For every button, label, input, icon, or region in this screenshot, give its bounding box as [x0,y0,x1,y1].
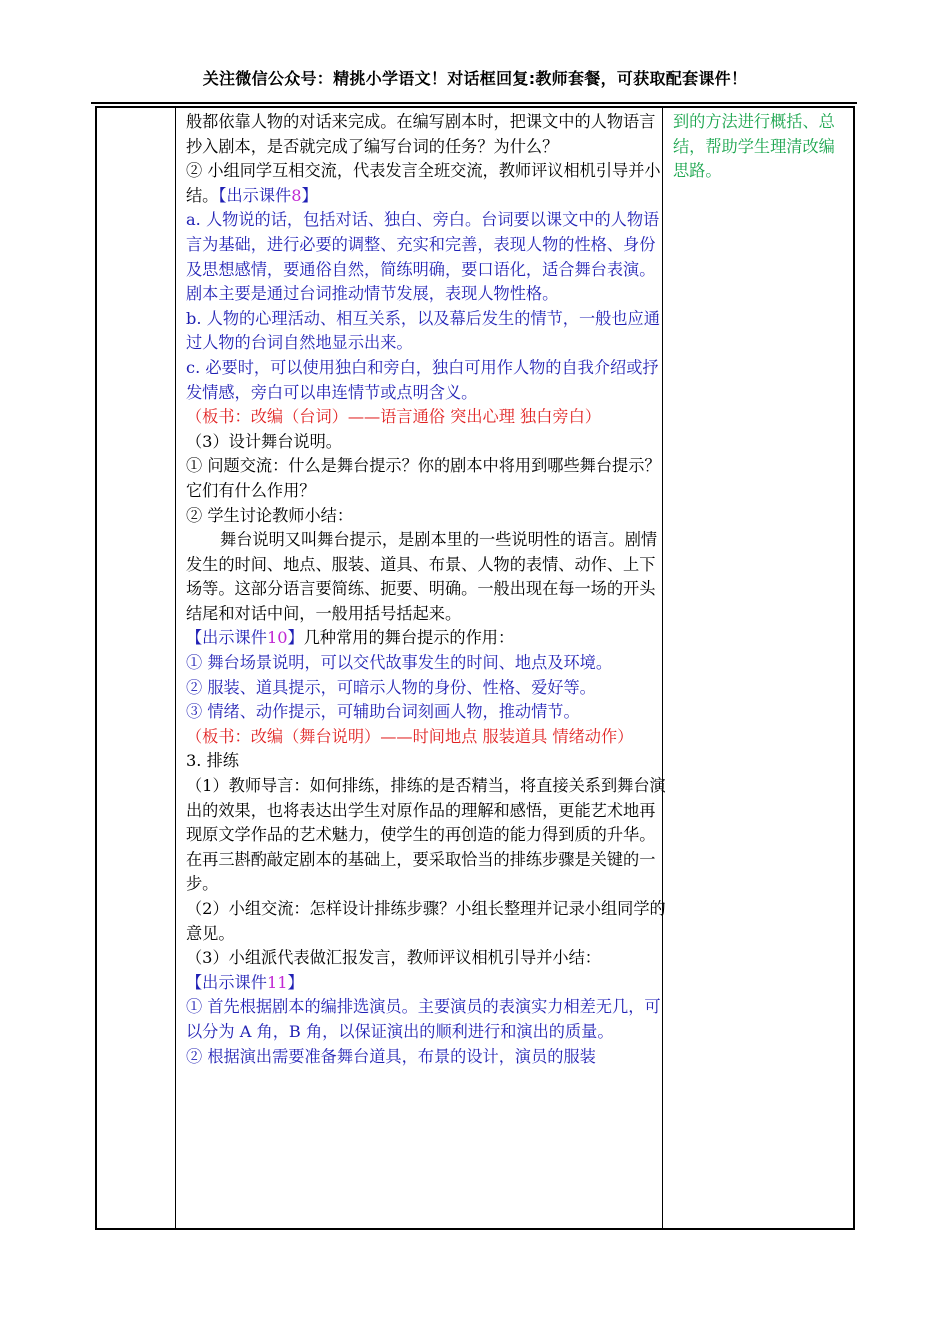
step-3-heading: （3）设计舞台说明。 [186,431,342,451]
lesson-table [95,106,855,1230]
courseware-tag-close: 】 [287,628,304,648]
page-header: 关注微信公众号：精挑小学语文！对话框回复:教师套餐，可获取配套课件！ [202,69,748,88]
rehearsal-heading: 3. 排练 [186,751,239,771]
courseware-tag-open: 【出示课件 [218,185,292,205]
rehearsal-step-2: ② 根据演出需要准备舞台道具，布景的设计，演员的服装 [186,1046,596,1066]
courseware-tag-open: 【出示课件 [186,972,267,992]
design-intent-cell [673,110,851,184]
question-stage-hints: ① 问题交流：什么是舞台提示？你的剧本中将用到哪些舞台提示？它们有什么作用？ [186,456,661,500]
courseware-10-line [186,626,666,651]
design-intent-note: 到的方法进行概括、总结，帮助学生理清改编思路。 [673,112,835,181]
point-a: a. 人物说的话，包括对话、独白、旁白。台词要以课文中的人物语言为基础，进行必要的调整、充实和完善，表现人物的性格、身份及思想感情，要通俗自然，简练明确，要口语化，适合舞台表演。剧本主要是通过台词推动情节发展，表现人物性格。 [186,210,660,304]
courseware-10-text: 几种常用的舞台提示的作用： [303,628,515,648]
discussion-summary-heading: ② 学生讨论教师小结： [186,505,354,525]
board-note-dialogue: （板书：改编（台词）——语言通俗 突出心理 独白旁白） [186,407,601,427]
point-b: b. 人物的心理活动、相互关系，以及幕后发生的情节，一般也应通过人物的台词自然地显示出来。 [186,308,660,353]
stage-hint-3: ③ 情绪、动作提示，可辅助台词刻画人物，推动情节。 [186,702,580,722]
courseware-11-line [186,971,666,996]
courseware-tag-close: 】 [301,185,318,205]
question-text: 般都依靠人物的对话来完成。在编写剧本时，把课文中的人物语言抄入剧本，是否就完成了编写台词的任务？为什么？ [186,112,656,156]
courseware-tag-open: 【出示课件 [186,628,267,648]
rehearsal-group-exchange: （2）小组交流：怎样设计排练步骤？小组长整理并记录小组同学的意见。 [186,899,666,943]
rehearsal-step-1: ① 首先根据剧本的编排选演员。主要演员的表演实力相差无几，可以分为 A 角，B 角，以保证演出的顺利进行和演出的质量。 [186,997,661,1041]
main-content-cell [186,110,666,1226]
header-rule [91,102,857,104]
stage-description-text: 舞台说明又叫舞台提示，是剧本里的一些说明性的语言。剧情发生的时间、地点、服装、道具、布景、人物的表情、动作、上下场等。这部分语言要简练、扼要、明确。一般出现在每一场的开头结尾和对话中间，一般用括号括起来。 [186,530,658,623]
point-c: c. 必要时，可以使用独白和旁白，独白可用作人物的自我介绍或抒发情感，旁白可以串连情节或点明含义。 [186,357,659,402]
board-note-stage: （板书：改编（舞台说明）——时间地点 服装道具 情绪动作） [186,726,634,746]
courseware-number: 10 [266,628,288,648]
courseware-tag-close: 】 [287,972,304,992]
group-exchange [186,159,666,208]
rehearsal-intro: （1）教师导言：如何排练，排练的是否精当，将直接关系到舞台演出的效果，也将表达出学生对原作品的理解和感悟，更能艺术地再现原文学作品的艺术魅力，使学生的再创造的能力得到质的升华。在再三斟酌敲定剧本的基础上，要采取恰当的排练步骤是关键的一步。 [186,776,666,894]
rehearsal-report: （3）小组派代表做汇报发言，教师评议相机引导并小结： [186,948,601,968]
courseware-number: 8 [291,185,302,205]
courseware-number: 11 [266,972,288,992]
stage-hint-2: ② 服装、道具提示，可暗示人物的身份、性格、爱好等。 [186,677,596,697]
stage-hint-1: ① 舞台场景说明，可以交代故事发生的时间、地点及环境。 [186,653,613,673]
group-exchange-text: ② 小组同学互相交流，代表发言全班交流，教师评议相机引导并小结。 [186,161,661,205]
column-divider-left [175,108,176,1228]
